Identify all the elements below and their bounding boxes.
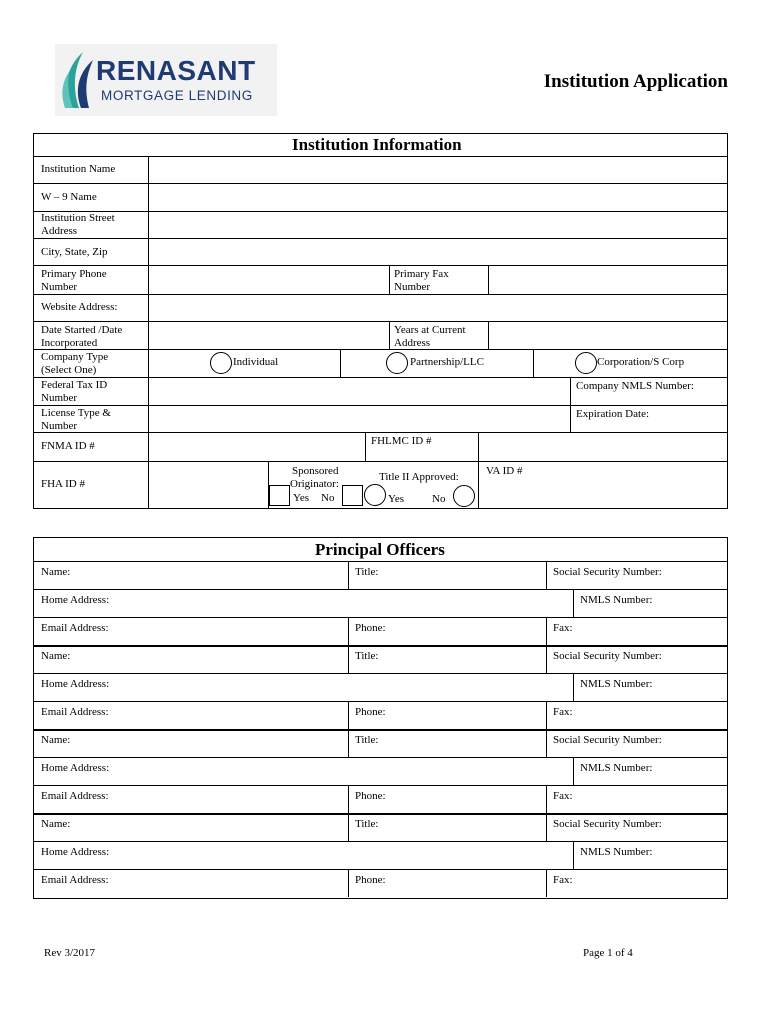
- street-label-line1: Institution Street: [41, 212, 115, 224]
- officer-nmls-label: NMLS Number:: [580, 678, 653, 690]
- sponsored-no-label: No: [321, 492, 335, 504]
- va-id-label: VA ID #: [486, 465, 523, 477]
- fha-id-label: FHA ID #: [41, 478, 86, 490]
- company-type-label-line2: (Select One): [41, 364, 97, 376]
- option-partnership-label: Partnership/LLC: [410, 356, 484, 368]
- logo-name: RENASANT: [96, 55, 256, 86]
- officer-name-label: Name:: [41, 650, 71, 662]
- fnma-id-label: FNMA ID #: [41, 440, 95, 452]
- street-label-line2: Address: [41, 225, 78, 237]
- officer-email-label: Email Address:: [41, 622, 109, 634]
- radio-partnership[interactable]: [386, 352, 408, 374]
- company-type-label-line1: Company Type: [41, 351, 109, 363]
- officer-nmls-label: NMLS Number:: [580, 846, 653, 858]
- logo-subtitle: MORTGAGE LENDING: [101, 88, 253, 103]
- officer-ssn-label: Social Security Number:: [553, 734, 662, 746]
- revision-footer: Rev 3/2017: [44, 947, 96, 959]
- officer-name-label: Name:: [41, 818, 71, 830]
- officers-heading: Principal Officers: [315, 540, 445, 559]
- radio-corporation[interactable]: [575, 352, 597, 374]
- federal-tax-id-label-line1: Federal Tax ID: [41, 379, 108, 391]
- date-started-label-line1: Date Started /Date: [41, 324, 123, 336]
- officer-email-label: Email Address:: [41, 706, 109, 718]
- sponsored-yes-label: Yes: [293, 492, 310, 504]
- officer-ssn-label: Social Security Number:: [553, 566, 662, 578]
- officer-title-label: Title:: [355, 734, 379, 746]
- officer-name-label: Name:: [41, 734, 71, 746]
- officer-phone-label: Phone:: [355, 790, 386, 802]
- institution-name-label: Institution Name: [41, 163, 116, 175]
- officer-phone-label: Phone:: [355, 874, 386, 886]
- years-address-label-line2: Address: [394, 337, 431, 349]
- fhlmc-id-label: FHLMC ID #: [371, 435, 432, 447]
- w9-name-label: W – 9 Name: [41, 191, 97, 203]
- officer-nmls-label: NMLS Number:: [580, 762, 653, 774]
- title-ii-approved-label: Title II Approved:: [379, 471, 459, 483]
- officer-fax-label: Fax:: [553, 874, 573, 886]
- officer-email-label: Email Address:: [41, 790, 109, 802]
- primary-fax-label-line1: Primary Fax: [394, 268, 449, 280]
- officer-home-address-label: Home Address:: [41, 762, 110, 774]
- officer-ssn-label: Social Security Number:: [553, 818, 662, 830]
- officer-phone-label: Phone:: [355, 706, 386, 718]
- title-ii-no-label: No: [432, 493, 446, 505]
- officer-fax-label: Fax:: [553, 622, 573, 634]
- officer-nmls-label: NMLS Number:: [580, 594, 653, 606]
- website-label: Website Address:: [41, 301, 118, 313]
- primary-phone-label-line2: Number: [41, 281, 78, 293]
- company-nmls-label: Company NMLS Number:: [576, 380, 694, 392]
- primary-phone-label-line1: Primary Phone: [41, 268, 107, 280]
- license-label-line2: Number: [41, 420, 78, 432]
- federal-tax-id-label-line2: Number: [41, 392, 78, 404]
- officer-title-label: Title:: [355, 566, 379, 578]
- primary-fax-label-line2: Number: [394, 281, 431, 293]
- officer-fax-label: Fax:: [553, 790, 573, 802]
- leaf-icon: [61, 50, 95, 110]
- officer-fax-label: Fax:: [553, 706, 573, 718]
- renasant-logo: [55, 44, 277, 116]
- option-individual-label: Individual: [233, 356, 279, 368]
- sponsored-label-line2: Originator:: [290, 478, 339, 490]
- sponsored-no-checkbox[interactable]: [342, 485, 363, 506]
- officer-name-label: Name:: [41, 566, 71, 578]
- officer-home-address-label: Home Address:: [41, 846, 110, 858]
- sponsored-yes-checkbox[interactable]: [269, 485, 290, 506]
- option-corporation-label: Corporation/S Corp: [597, 356, 685, 368]
- radio-individual[interactable]: [210, 352, 232, 374]
- expiration-date-label: Expiration Date:: [576, 408, 650, 420]
- city-state-zip-label: City, State, Zip: [41, 246, 108, 258]
- officer-title-label: Title:: [355, 818, 379, 830]
- date-started-label-line2: Incorporated: [41, 337, 98, 349]
- officer-ssn-label: Social Security Number:: [553, 650, 662, 662]
- title-ii-yes-label: Yes: [388, 493, 405, 505]
- officer-home-address-label: Home Address:: [41, 678, 110, 690]
- title-ii-no-radio[interactable]: [453, 485, 475, 507]
- license-label-line1: License Type &: [41, 407, 111, 419]
- officer-title-label: Title:: [355, 650, 379, 662]
- sponsored-label-line1: Sponsored: [292, 465, 339, 477]
- title-ii-yes-radio[interactable]: [364, 484, 386, 506]
- officer-home-address-label: Home Address:: [41, 594, 110, 606]
- years-address-label-line1: Years at Current: [394, 324, 466, 336]
- officer-phone-label: Phone:: [355, 622, 386, 634]
- page-number: Page 1 of 4: [583, 947, 633, 959]
- document-title: Institution Application: [543, 71, 728, 92]
- institution-heading: Institution Information: [292, 135, 462, 154]
- officer-email-label: Email Address:: [41, 874, 109, 886]
